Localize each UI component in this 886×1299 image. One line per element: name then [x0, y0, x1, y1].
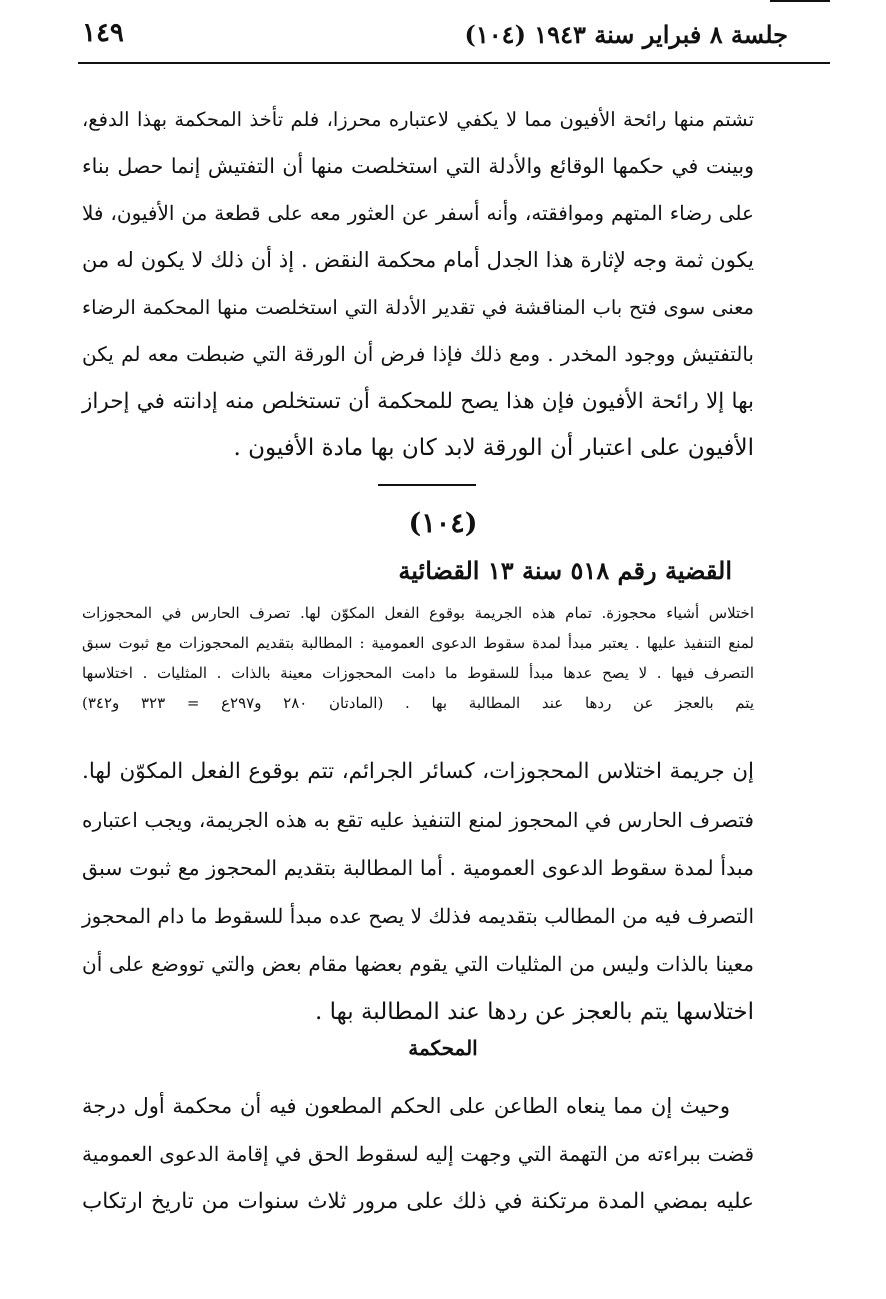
text-line: بها إلا رائحة الأفيون فإن هذا يصح للمحكمة أن تستخلص منه إدانته في إحراز	[82, 389, 754, 414]
text-line: اختلاسها يتم بالعجز عن ردها عند المطالبة بها .	[315, 999, 754, 1025]
paragraph-ruling-principle	[82, 748, 754, 1036]
text-line: قضت ببراءته من التهمة التي وجهت إليه لسقوط الحق في إقامة الدعوى العمومية	[82, 1142, 754, 1166]
case-title: القضية رقم ٥١٨ سنة ١٣ القضائية	[398, 556, 732, 585]
text-line: مبدأ لمدة سقوط الدعوى العمومية . أما المطالبة بتقديم المحجوز مع ثبوت سبق	[82, 856, 754, 880]
running-title: جلسة ٨ فبراير سنة ١٩٤٣ (١٠٤)	[464, 20, 788, 49]
summary-line: لمنع التنفيذ عليها . يعتبر مبدأ لمدة سقوط الدعوى العمومية : المطالبة بتقديم المحجوزات مع ثبوت سبق	[82, 634, 754, 652]
text-line: فتصرف الحارس في المحجوز لمنع التنفيذ عليه تقع به هذه الجريمة، ويجب اعتباره	[82, 808, 754, 832]
summary-line: يتم بالعجز عن ردها عند المطالبة بها . (المادتان ٢٨٠ و٢٩٧ع = ٣٢٣ و٣٤٢)	[82, 694, 754, 712]
section-heading-court: المحكمة	[408, 1036, 478, 1060]
corner-rule	[770, 0, 830, 2]
text-line: على رضاء المتهم وموافقته، وأنه أسفر عن العثور معه على قطعة من الأفيون، فلا	[82, 201, 754, 225]
case-number: (١٠٤)	[408, 508, 478, 539]
paragraph-court-reasoning	[82, 1082, 754, 1226]
text-line: معينا بالذات وليس من المثليات التي يقوم بعضها مقام بعض والتي تووضع على أن	[82, 952, 754, 976]
text-line: وبينت في حكمها الوقائع والأدلة التي استخلصت منها أن التفتيش إنما حصل بناء	[82, 154, 754, 178]
text-line: يكون ثمة وجه لإثارة هذا الجدل أمام محكمة النقض . إذ أن ذلك لا يكون له من	[82, 248, 754, 272]
text-line: بالتفتيش ووجود المخدر . ومع ذلك فإذا فرض أن الورقة التي ضبطت معه لم يكن	[82, 342, 754, 366]
section-separator	[378, 484, 476, 486]
text-line: الأفيون على اعتبار أن الورقة لابد كان بها مادة الأفيون .	[233, 435, 754, 461]
summary-line: التصرف فيها . لا يصح عدها مبدأ للسقوط ما دامت المحجوزات معينة بالذات . المثليات . اختلاسها	[82, 664, 754, 682]
text-line: عليه بمضي المدة مرتكنة في ذلك على مرور ثلاث سنوات من تاريخ ارتكاب	[82, 1189, 754, 1214]
text-line: التصرف فيه من المطالب بتقديمه فذلك لا يصح عده مبدأ للسقوط ما دام المحجوز	[82, 904, 754, 928]
text-line: إن جريمة اختلاس المحجوزات، كسائر الجرائم، تتم بوقوع الفعل المكوّن لها.	[82, 759, 754, 784]
header-rule	[78, 62, 830, 64]
text-line: معنى سوى فتح باب المناقشة في تقدير الأدلة التي استخلصت منها المحكمة الرضاء	[82, 296, 754, 319]
text-line: وحيث إن مما ينعاه الطاعن على الحكم المطعون فيه أن محكمة أول درجة	[82, 1094, 730, 1118]
page-number: ١٤٩	[82, 18, 124, 48]
text-line: تشتم منها رائحة الأفيون مما لا يكفي لاعتباره محرزا، فلم تأخذ المحكمة بهذا الدفع،	[82, 108, 754, 131]
summary-line: اختلاس أشياء محجوزة. تمام هذه الجريمة بوقوع الفعل المكوّن لها. تصرف الحارس في المحجوزات	[82, 604, 754, 622]
case-summary	[82, 598, 754, 718]
running-header	[78, 10, 828, 56]
paragraph-previous-case-end	[82, 96, 754, 472]
